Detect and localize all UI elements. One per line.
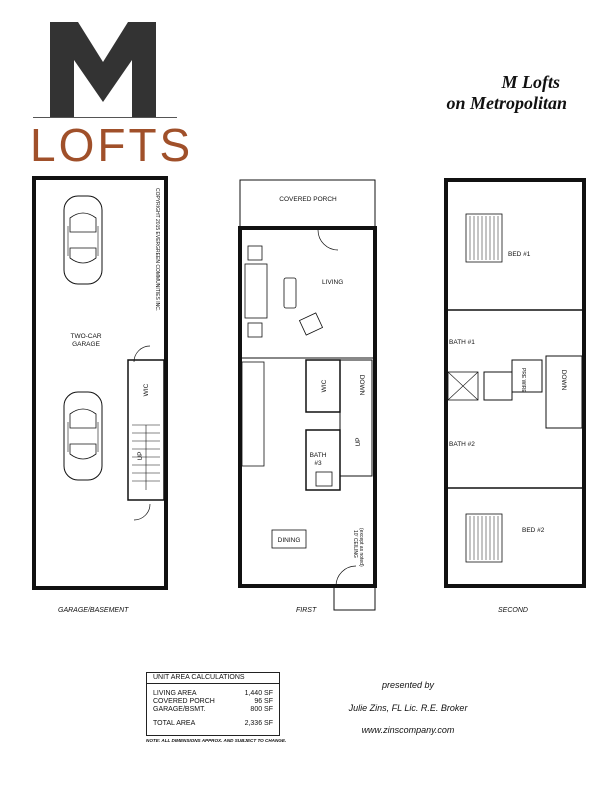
first-wic-label: WIC [321, 379, 328, 393]
living-label: LIVING [322, 279, 344, 286]
logo-text: LOFTS [30, 119, 194, 171]
second-floor-plan [446, 180, 584, 586]
first-floor-plan [240, 180, 375, 610]
second-down-label: DOWN [560, 369, 567, 391]
dining-label: DINING [277, 537, 301, 544]
car-icon [64, 392, 102, 480]
total-value: 2,336 SF [244, 720, 273, 727]
down-label: DOWN [358, 374, 365, 396]
area-heading [147, 673, 279, 684]
area-value: 1,440 SF [244, 690, 273, 697]
area-total-row [147, 720, 279, 728]
dimensions-note: NOTE: ALL DIMENSIONS APPROX. AND SUBJECT TO CHANGE. [146, 738, 287, 743]
area-heading-text: UNIT AREA CALCULATIONS [153, 674, 245, 681]
car-icon [64, 196, 102, 284]
first-caption: FIRST [296, 607, 317, 614]
first-up-label: UP [355, 437, 362, 447]
up-label: UP [137, 451, 144, 461]
bath-2-label: BATH #2 [449, 441, 475, 448]
total-label: TOTAL AREA [153, 720, 196, 727]
bed-2-label: BED #2 [522, 527, 545, 534]
presenter-name: Julie Zins, FL Lic. R.E. Broker [348, 703, 468, 713]
presenter-website[interactable]: www.zinscompany.com [361, 725, 455, 735]
bed-1-label: BED #1 [508, 251, 531, 258]
area-label: GARAGE/BSMT. [153, 706, 206, 713]
area-row [147, 698, 279, 706]
area-value: 96 SF [254, 698, 273, 705]
title-line-1: M Lofts [501, 72, 560, 92]
covered-porch-label: COVERED PORCH [279, 196, 337, 203]
garage-caption: GARAGE/BASEMENT [58, 607, 129, 614]
bath-3-number: #3 [314, 460, 322, 467]
ceiling-note: (except as noted) [358, 528, 364, 567]
area-label: LIVING AREA [153, 690, 197, 697]
garage-label-2: GARAGE [72, 341, 100, 348]
garage-label: TWO-CAR [70, 333, 102, 340]
title-line-2: on Metropolitan [446, 93, 567, 113]
copyright-text: COPYRIGHT 2015 EVERGREEN COMMUNITIES INC. [154, 188, 160, 312]
presented-by: presented by [381, 680, 435, 690]
area-value: 800 SF [250, 706, 273, 713]
ceiling-label: 10' CEILING [352, 530, 358, 558]
area-label: COVERED PORCH [153, 698, 215, 705]
area-row [147, 690, 279, 698]
bath-3-label: BATH [309, 452, 327, 459]
area-row [147, 706, 279, 714]
area-calculations-table [146, 672, 280, 736]
second-caption: SECOND [498, 607, 528, 614]
pre-wire-label: PRE WIRE [520, 368, 526, 393]
wic-label: WIC [143, 383, 150, 397]
bath-1-label: BATH #1 [449, 339, 475, 346]
garage-plan [34, 178, 166, 588]
